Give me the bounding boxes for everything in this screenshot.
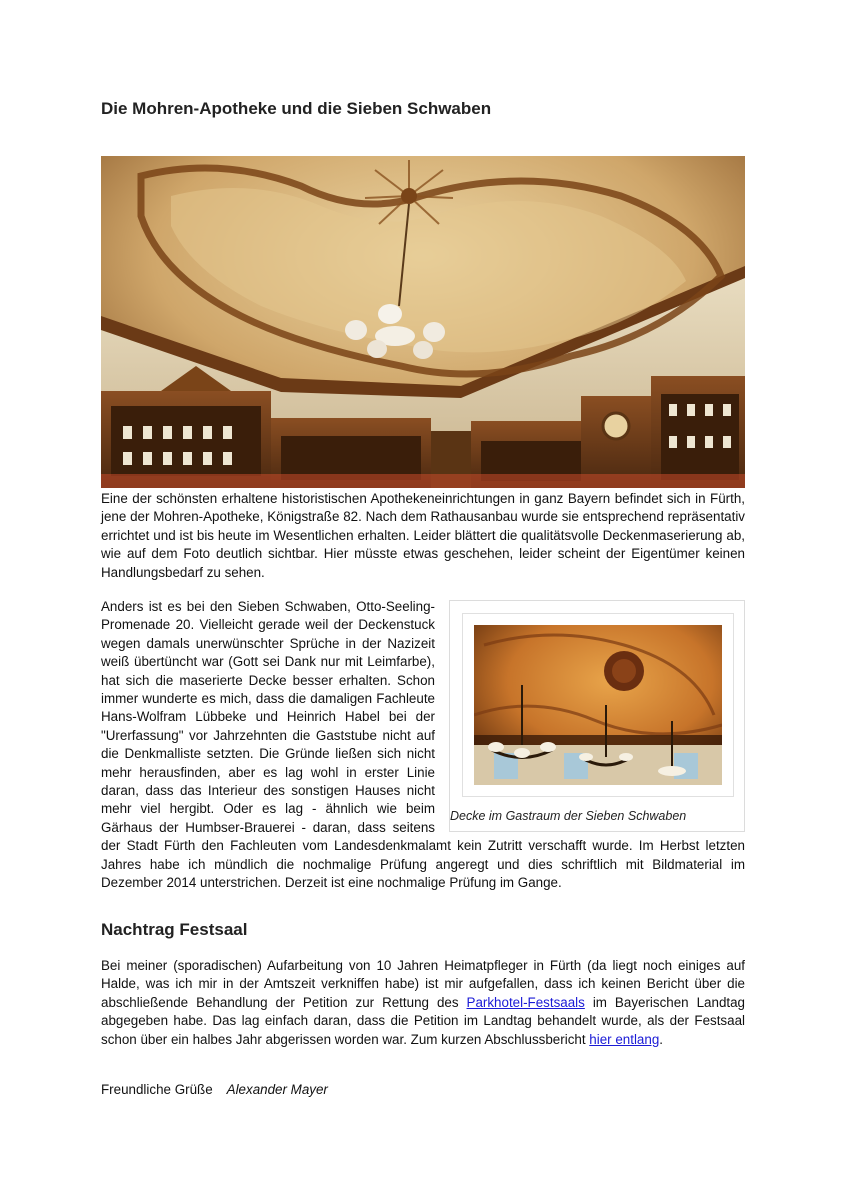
sieben-schwaben-section: [101, 598, 745, 893]
paragraph-sieben-schwaben: Anders ist es bei den Sieben Schwaben, Otto-Seeling-Promenade 20. Vielleicht gerade weil der Deckenstuck wegen damals unerwünschter Sprüche in der Nazizeit weiß übertüncht war (Gott sei Dank nur mit Leimfarbe), hat sich die maserierte Decke besser erhalten. Schon immer wunderte es mich, dass die damaligen Fachleute Hans-Wolfram Lübbeke und Heinrich Habel bei der "Urerfassung" vor Jahrzehnten die Gaststube nicht auf die Denkmalliste setzten. Die Gründe ließen sich nicht mehr herausfinden, aber es lag wohl in erster Linie daran, dass das Interieur des sonstigen Hauses nicht mehr viel hergibt. Oder es lag - ähnlich wie beim Gärhaus der Humbser-Brauerei - daran, dass seitens der Stadt Fürth den Fachleuten vom Landesdenkmalamt kein Zutritt verschafft wurde. Im Herbst letzten Jahres habe ich mündlich die nochmalige Prüfung angeregt und dies schriftlich mit Bildmaterial im Dezember 2014 unterstrichen. Derzeit ist eine nochmalige Prüfung im Gange.: [101, 599, 745, 891]
gastraum-illustration: [474, 625, 722, 785]
figure-sieben-schwaben: [449, 600, 745, 832]
paragraph-festsaal-text-3: .: [659, 1031, 663, 1047]
figure-caption: Decke im Gastraum der Sieben Schwaben: [450, 809, 687, 823]
section-heading-festsaal: Nachtrag Festsaal: [101, 920, 248, 939]
author-name: Alexander Mayer: [226, 1082, 328, 1097]
paragraph-festsaal: [101, 957, 745, 1049]
paragraph-festsaal-text-2: im Bayerischen Landtag abgegeben habe. Das lag einfach daran, dass die Petition im Landtag behandelt wurde, als der Festsaal schon über ein halbes Jahr abgerissen worden war. Zum kurzen Abschlussbericht: [101, 994, 746, 1047]
article-title: Die Mohren-Apotheke und die Sieben Schwaben: [101, 99, 492, 118]
pharmacy-interior-illustration: [101, 156, 745, 488]
link-parkhotel-festsaal[interactable]: Parkhotel-Festsaals: [466, 994, 585, 1010]
link-hier-entlang[interactable]: hier entlang: [589, 1031, 660, 1047]
closing-greeting: Freundliche Grüße: [101, 1082, 213, 1097]
paragraph-mohren-apotheke: Eine der schönsten erhaltene historistischen Apothekeneinrichtungen in ganz Bayern befindet sich in Fürth, jene der Mohren-Apotheke, Königstraße 82. Nach dem Rathausanbau wurde sie entsprechend repräsentativ errichtet und ist bis heute im Wesentlichen erhalten. Leider blättert die qualitätsvolle Deckenmaserierung ab, wie auf dem Foto deutlich sichtbar. Hier müsste etwas geschehen, leider scheint der Eigentümer keinen Handlungsbedarf zu sehen.: [101, 491, 745, 580]
paragraph-festsaal-text-1: Bei meiner (sporadischen) Aufarbeitung von 10 Jahren Heimatpfleger in Fürth (da liegt noch einiges auf Halde, was ich mir in der Amtszeit verkniffen habe) ist mir aufgefallen, dass ich keinen Bericht über die abschließende Behandlung der Petition zur Rettung des: [101, 958, 745, 1010]
figure-frame: [462, 613, 734, 797]
pharmacy-ceiling-photo: [101, 156, 745, 488]
gastraum-ceiling-photo: [474, 625, 722, 785]
signoff: [101, 1081, 328, 1099]
